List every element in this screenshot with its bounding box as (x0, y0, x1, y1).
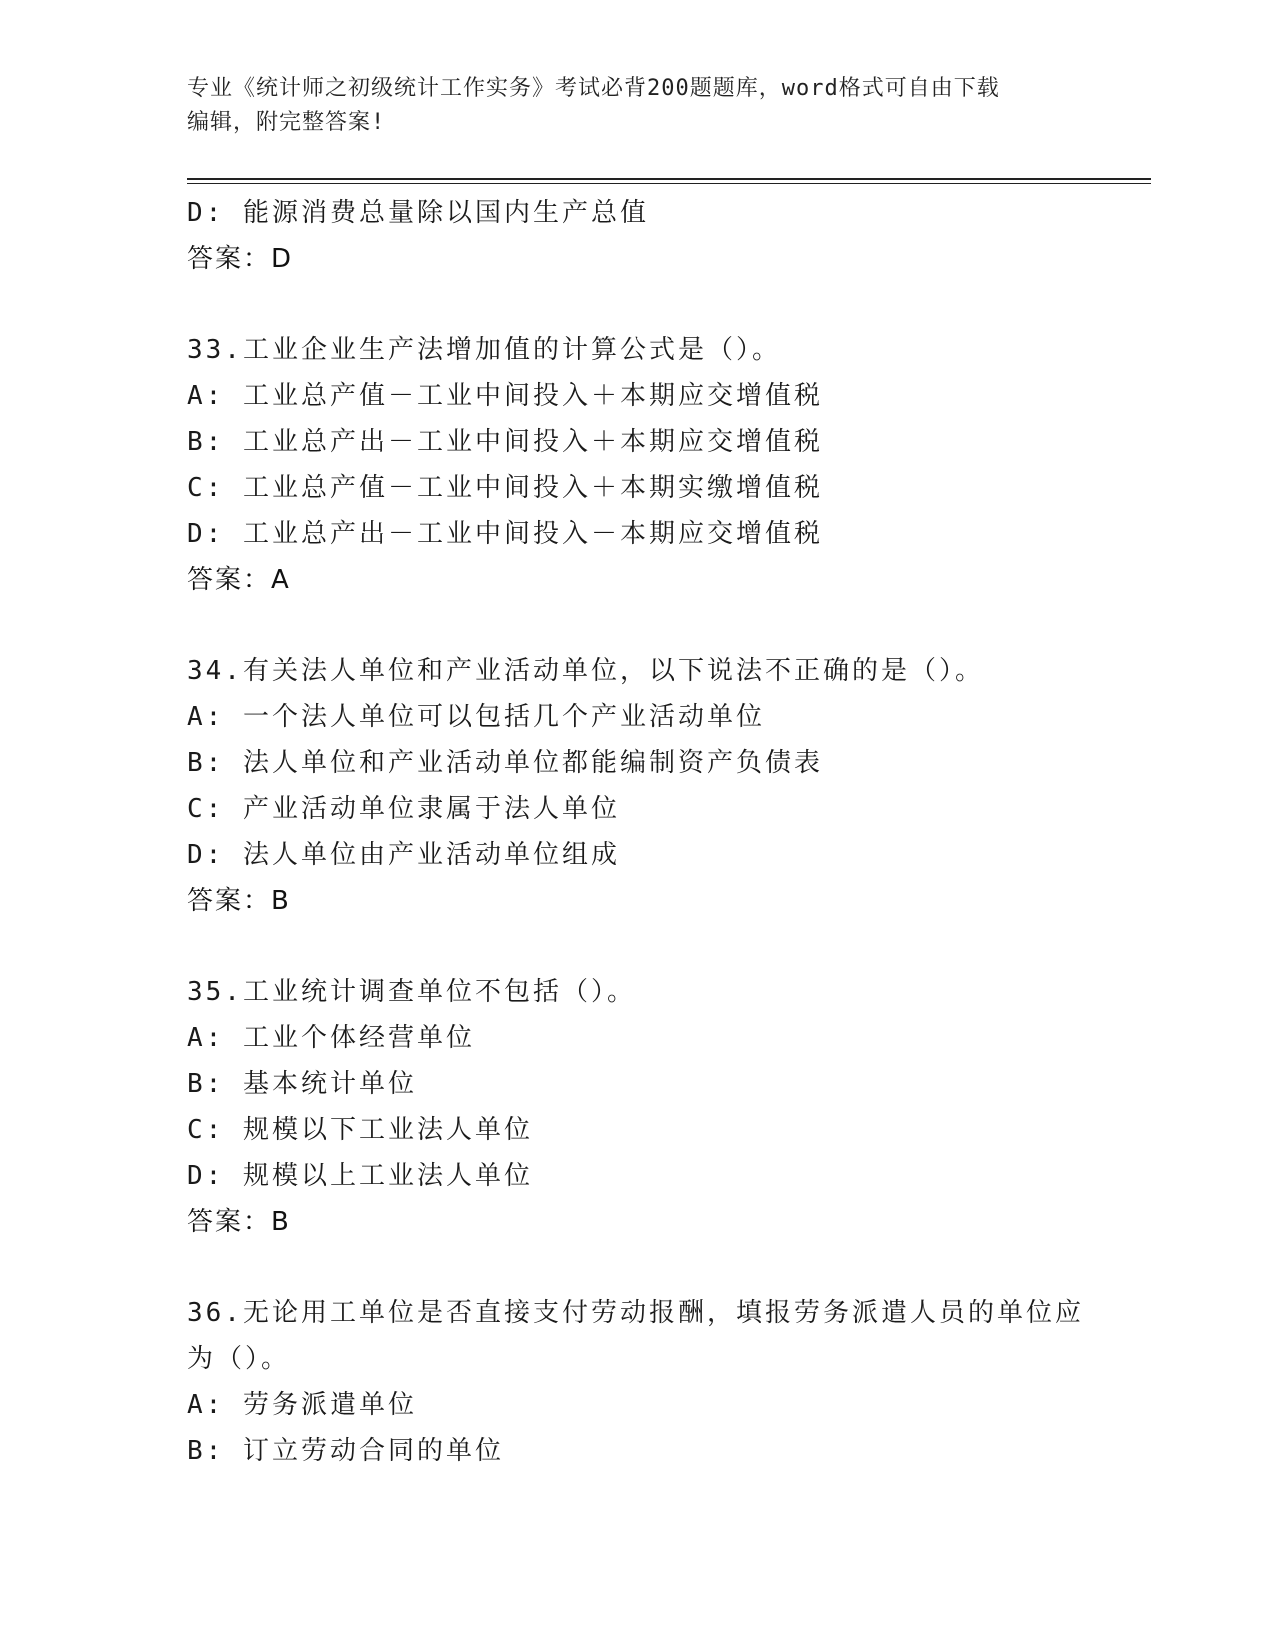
question-block-33 (187, 327, 1087, 603)
question-stem: 34.有关法人单位和产业活动单位，以下说法不正确的是（）。 (187, 656, 984, 686)
answer-line: 答案：D (187, 244, 294, 274)
option-a: A: 工业个体经营单位 (187, 1023, 475, 1053)
header-divider-thin (187, 183, 1151, 184)
option-b: B: 基本统计单位 (187, 1069, 417, 1099)
question-block-35 (187, 969, 1087, 1245)
question-content (187, 190, 1087, 1474)
question-stem-line-2: 为（）。 (187, 1344, 291, 1374)
option-a: A: 一个法人单位可以包括几个产业活动单位 (187, 702, 765, 732)
answer-line: 答案：B (187, 1207, 291, 1237)
option-b: B: 法人单位和产业活动单位都能编制资产负债表 (187, 748, 823, 778)
header-title-line-1: 专业《统计师之初级统计工作实务》考试必背200题题库，word格式可自由下载 (187, 76, 1000, 101)
option-a: A: 劳务派遣单位 (187, 1390, 417, 1420)
question-block-36 (187, 1290, 1087, 1474)
question-block-34 (187, 648, 1087, 924)
header-divider-thick (187, 178, 1151, 180)
question-stem: 33.工业企业生产法增加值的计算公式是（）。 (187, 335, 781, 365)
option-d: D: 工业总产出－工业中间投入－本期应交增值税 (187, 519, 823, 549)
option-c: C: 产业活动单位隶属于法人单位 (187, 794, 620, 824)
option-d: D: 规模以上工业法人单位 (187, 1161, 533, 1191)
option-b: B: 工业总产出－工业中间投入＋本期应交增值税 (187, 427, 823, 457)
option-c: C: 工业总产值－工业中间投入＋本期实缴增值税 (187, 473, 823, 503)
header-title-line-2: 编辑，附完整答案! (187, 110, 386, 135)
option-b: B: 订立劳动合同的单位 (187, 1436, 504, 1466)
option-d: D: 法人单位由产业活动单位组成 (187, 840, 620, 870)
question-stem: 35.工业统计调查单位不包括（）。 (187, 977, 636, 1007)
answer-line: 答案：A (187, 565, 291, 595)
option-d: D: 能源消费总量除以国内生产总值 (187, 198, 649, 228)
question-stem-line-1: 36.无论用工单位是否直接支付劳动报酬，填报劳务派遣人员的单位应 (187, 1298, 1084, 1328)
option-a: A: 工业总产值－工业中间投入＋本期应交增值税 (187, 381, 823, 411)
document-header (187, 72, 1087, 140)
option-c: C: 规模以下工业法人单位 (187, 1115, 533, 1145)
answer-line: 答案：B (187, 886, 291, 916)
